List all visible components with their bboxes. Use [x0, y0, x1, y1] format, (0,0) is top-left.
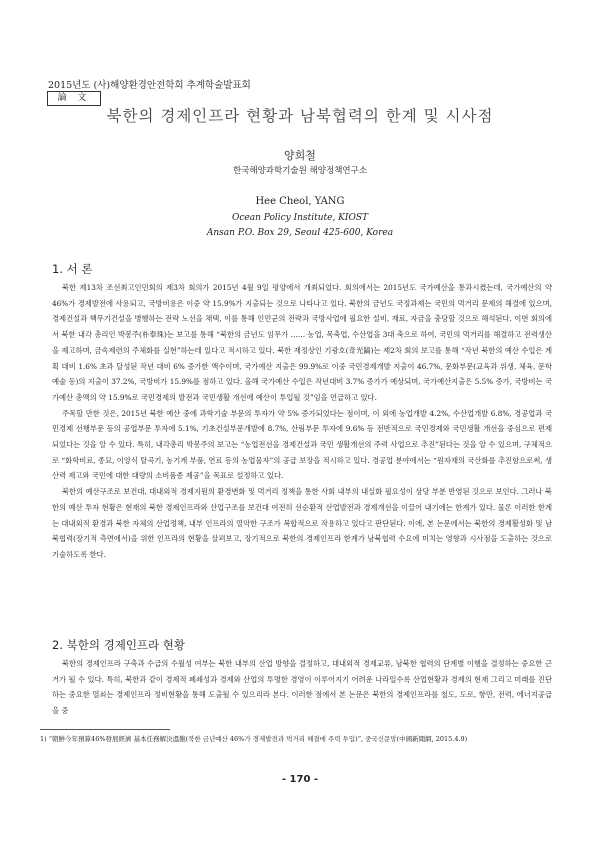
author-name-english: Hee Cheol, YANG [255, 196, 345, 207]
footnote: 1) “朝鮮今年預算46%發展經濟 基本任務解決溫飽(북한 금년예산 46%가 경제발전과 먹거리 해결에 주력 투입)”, 중국신문망(中國新聞網, 2015.4.9) [40, 735, 468, 743]
paragraph: 북한의 경제인프라 구축과 수급의 수월성 여부는 북한 내부의 산업 방향을 결정하고, 대내외적 경제교류, 남북한 협력의 단계별 이행을 결정하는 중요한 근거가 될 수 있다. 특히, 북한과 같이 경제적 폐쇄성과 경제와 산업의 투명한 경영이 이루어지기 어려운 나라일수록 산업현황과 경제의 현재 그리고 미래를 진단하는 중요한 열쇠는 경제인프라 정비현황을 통해 도출될 수 있으리라 본다. 이러한 점에서 본 논문은 북한의 경제인프라를 철도, 도로, 항만, 전력, 에너지공급을 중 [52, 659, 552, 716]
conference-line: 2015년도 (사)해양환경안전학회 추계학술발표회 [48, 80, 251, 91]
author-affiliation-korean: 한국해양과학기술원 해양정책연구소 [232, 166, 368, 176]
paper-title: 북한의 경제인프라 현황과 남북협력의 한계 및 시사점 [106, 107, 494, 125]
affiliation-line-1: Ocean Policy Institute, KIOST [232, 213, 368, 223]
section-heading-infrastructure: 2. 북한의 경제인프라 현황 [52, 638, 186, 652]
section-heading-introduction: 1. 서 론 [52, 262, 93, 276]
page-number: - 170 - [281, 774, 319, 785]
affiliation-line-2: Ansan P.O. Box 29, Seoul 425-600, Korea [206, 227, 394, 238]
section-body-infrastructure [52, 656, 552, 719]
footnote-divider [40, 729, 170, 730]
paragraph: 주목할 만한 것은, 2015년 북한 예산 중에 과학기술 부문의 투자가 약 5% 증가되었다는 점이며, 이 외에 농업개발 4.2%, 수산업개발 6.8%, 경공업과 국민경제 선행부문 등의 공업부문 투자에 5.1%, 기초건설부문개발에 8.7%, 산림부문 투자에 9.6% 등 전반적으로 국민경제와 국민생활 개선을 중심으로 편제되었다는 것을 알 수 있다. 특히, 내각총리 박봉주의 보고는 “농업전선을 경제건설과 국민 생활개선의 주력 사업으로 추진”된다는 것을 알 수 있으며, 구체적으로 “화학비료, 종묘, 이앙식 탈곡기, 농기계 부품, 연료 등의 농업물자”의 공급 보장을 적시하고 있다. 경공업 분야에서는 “원자재의 국산화를 추진함으로써, 생산력 제고와 국민에 대한 대량의 소비품종 제공”을 목표로 설정하고 있다. [52, 408, 552, 481]
paper-type-tag: 論 文 [47, 91, 101, 106]
paragraph: 북한의 예산구조로 보건대, 대내외적 경제지원의 환경변화 및 먹거리 정책을 통한 사회 내부의 내실화 필요성이 상당 부분 반영된 것으로 보인다. 그러나 북한의 예산 투자 현황은 현재의 북한 경제인프라와 산업구조를 보건대 여전히 선순환적 산업발전과 경제개선을 이끌어 내기에는 한계가 있다. 물론 이러한 한계는 대내외적 환경과 북한 자체의 산업정책, 내부 인프라의 열악한 구조가 복합적으로 작용하고 있다고 판단된다. 이에, 본 논문에서는 북한의 경제활성화 및 남북협력(장기적 측면에서)을 위한 인프라의 현황을 살펴보고, 장기적으로 북한의 경제인프라 한계가 남북협력 수요에 미치는 영향과 시사점을 도출하는 것으로 기술하도록 한다. [52, 487, 552, 559]
author-affiliation-english [0, 211, 600, 240]
author-name-korean: 양희철 [284, 149, 316, 162]
paragraph: 북한 제13차 조선최고인민회의 제3차 회의가 2015년 4월 9일 평양에서 개최되었다. 회의에서는 2015년도 국가예산을 통과시켰는데, 국가예산의 약 46%가 경제발전에 사용되고, 국방비용은 이중 약 15.9%가 지출되는 것으로 나타나고 있다. 북한의 금년도 국정과제는 국민의 먹거리 문제의 해결에 있으며, 경제건설과 핵무기건설을 병행하는 전략 노선을 채택, 이를 통해 인민군의 전략과 국방사업에 필요한 설비, 재료, 자금을 충당할 것으로 해석된다. 이번 회의에서 북한 내각 총리인 박봉주(朴奉珠)는 보고를 통해 “북한의 금년도 임무가 …… 농업, 목축업, 수산업을 3대 축으로 하여, 국민의 먹거리를 해결하고 전력생산을 제고하며, 금속제련의 주체화를 실현”하는데 있다고 적시하고 있다. 북한 재정상인 기광호(奇光鎬)는 제2차 회의 보고를 통해 “작년 북한의 예산 수입은 계획 대비 1.6% 초과 달성된 작년 대비 6% 증가한 액수이며, 국가예산 지출은 99.9%로 이중 국민경제개발 지출이 46.7%, 문화부문(교육과 위생, 체육, 문학예술 등)의 지출이 37.2%, 국방비가 15.9%를 점하고 있다. 올해 국가예산 수입은 작년대비 3.7% 증가가 예상되며, 국가예산지출은 5.5% 증가, 국방비는 국가예산 총액의 약 15.9%로 국민경제의 발전과 국민생활 개선에 예산이 투입될 것”임을 언급하고 있다. [52, 283, 552, 402]
section-body-introduction [52, 280, 552, 563]
